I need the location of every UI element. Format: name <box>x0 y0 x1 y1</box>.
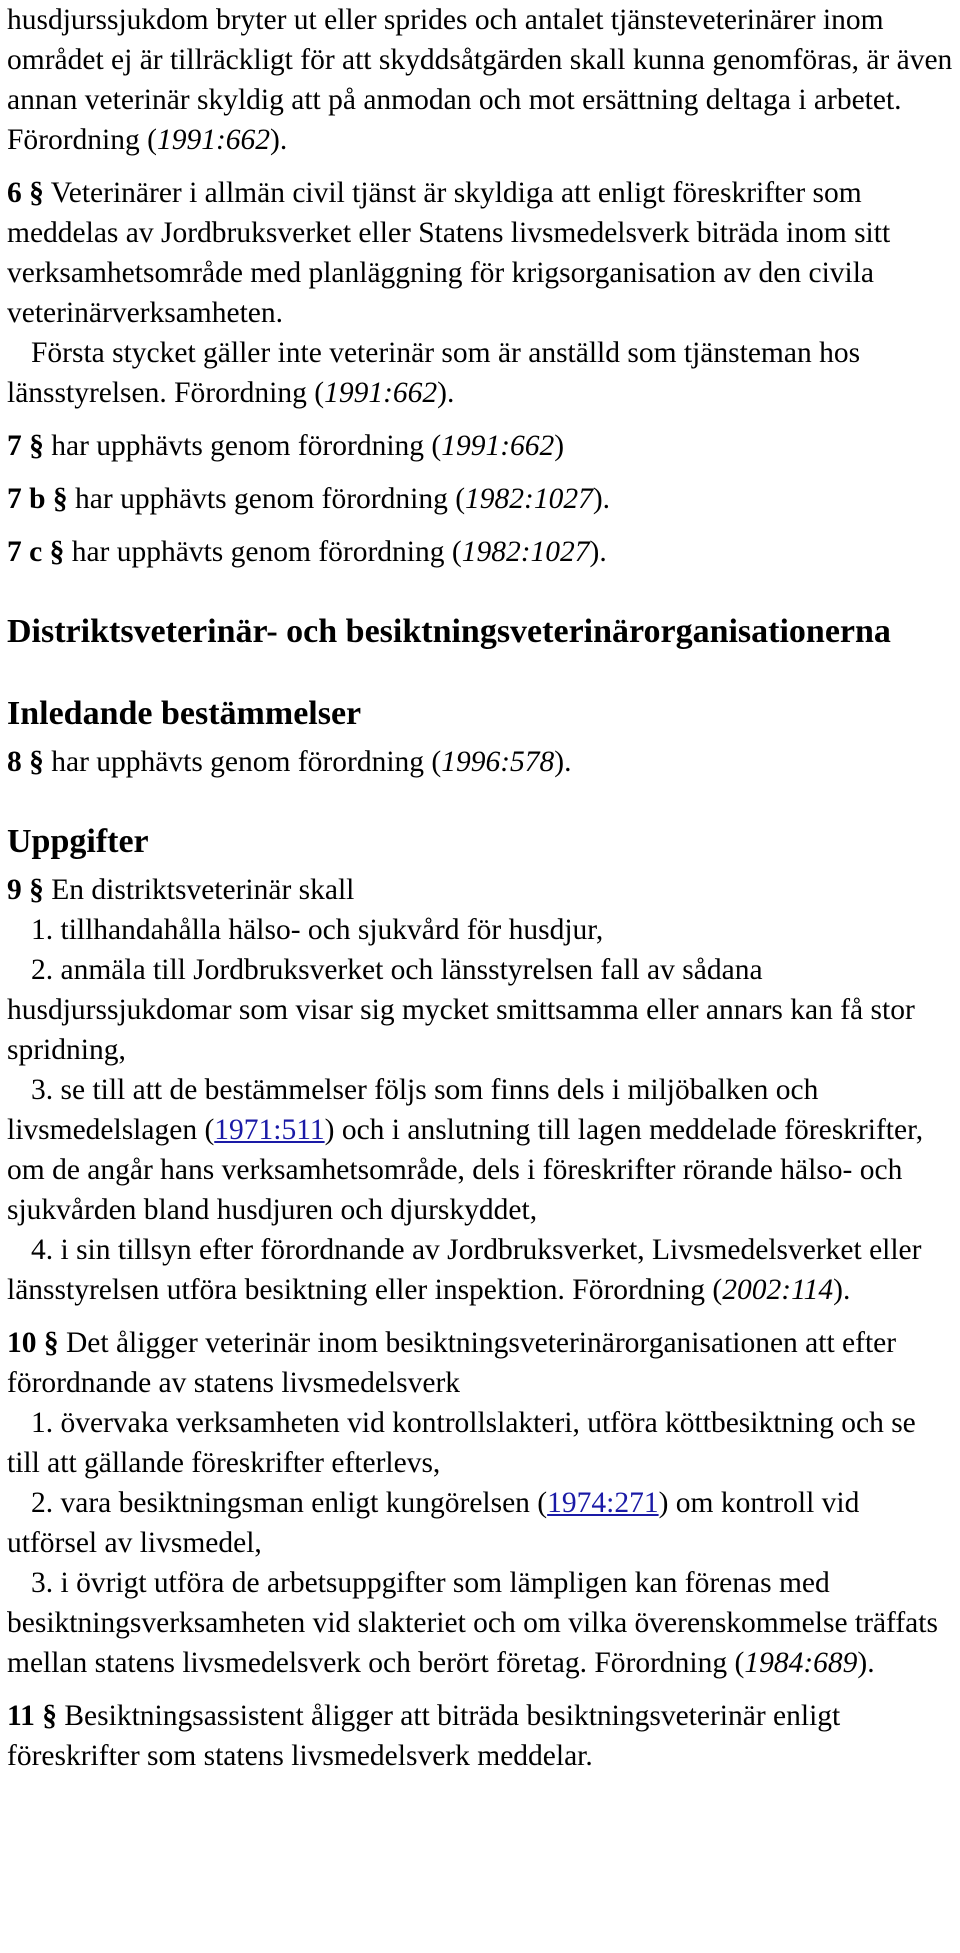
paragraph-text: Första stycket gäller inte veterinär som är anställd som tjänsteman hos länsstyrelsen. Förordning ( <box>7 337 861 409</box>
paragraph-continued <box>7 0 953 160</box>
section-number: 7 c § <box>7 536 65 568</box>
heading-inledande-bestammelser: Inledande bestämmelser <box>7 695 362 732</box>
statute-ref: 2002:114 <box>722 1274 834 1306</box>
section-number: 9 § <box>7 874 44 906</box>
section-text: har upphävts genom förordning ( <box>64 536 462 568</box>
statute-ref: 1984:689 <box>744 1647 858 1679</box>
section-9-item-2: 2. anmäla till Jordbruksverket och länsstyrelsen fall av sådana husdjurssjukdomar som visar sig mycket smittsamma eller annars kan få stor spridning, <box>7 954 915 1066</box>
link-1974-271[interactable]: 1974:271 <box>547 1487 659 1519</box>
statute-ref: 1991:662 <box>324 377 438 409</box>
item-text: 3. se till att de bestämmelser följs som finns dels i miljöbalken och livsmedelslagen ( <box>7 1074 819 1146</box>
section-9-item-4 <box>7 1230 953 1310</box>
section-text: Det åligger veterinär inom besiktningsveterinärorganisationen att efter förordnande av statens livsmedelsverk <box>7 1327 897 1399</box>
item-text-tail: ) och i anslutning till lagen meddelade föreskrifter, om de angår hans verksamhetsområde, dels i föreskrifter rörande hälso- och sjukvården bland husdjuren och djurskyddet, <box>7 1114 924 1226</box>
item-text: 4. i sin tillsyn efter förordnande av Jordbruksverket, Livsmedelsverket eller länsstyrelsen utföra besiktning eller inspektion. Förordning ( <box>7 1234 922 1306</box>
statute-ref: 1996:578 <box>441 746 555 778</box>
statute-ref: 1982:1027 <box>465 483 593 515</box>
section-6-paragraph-2 <box>7 333 953 413</box>
item-text: 3. i övrigt utföra de arbetsuppgifter som lämpligen kan förenas med besiktningsverksamheten vid slakteriet och om vilka överenskommelse träffats mellan statens livsmedelsverk och berört företag. Förordning ( <box>7 1567 938 1679</box>
heading-uppgifter: Uppgifter <box>7 823 149 860</box>
section-7b <box>7 479 953 519</box>
section-10-item-1: 1. övervaka verksamheten vid kontrollslakteri, utföra köttbesiktning och se till att gällande föreskrifter efterlevs, <box>7 1407 916 1479</box>
section-7c <box>7 532 953 572</box>
link-1971-511[interactable]: 1971:511 <box>214 1114 325 1146</box>
section-9 <box>7 870 953 910</box>
section-tail: ). <box>589 536 607 568</box>
item-text-tail: ) om kontroll vid utförsel av livsmedel, <box>7 1487 860 1559</box>
paragraph-text: husdjurssjukdom bryter ut eller sprides och antalet tjänsteveterinärer inom området ej är tillräckligt för att skyddsåtgärden skall kunna genomföras, är även annan veterinär skyldig att på anmodan och mot ersättning deltaga i arbetet. Förordning ( <box>7 4 953 156</box>
statute-ref: 1991:662 <box>156 124 271 156</box>
section-tail: ). <box>592 483 611 515</box>
item-tail: ). <box>833 1274 851 1306</box>
statute-ref: 1991:662 <box>441 430 555 462</box>
section-10-item-3 <box>7 1563 953 1683</box>
section-text: har upphävts genom förordning ( <box>67 483 466 515</box>
section-tail: ) <box>554 430 565 462</box>
section-number: 6 § <box>7 177 44 209</box>
section-text: har upphävts genom förordning ( <box>43 746 442 778</box>
statute-ref: 1982:1027 <box>461 536 590 568</box>
section-text: Veterinärer i allmän civil tjänst är skyldiga att enligt föreskrifter som meddelas av Jordbruksverket eller Statens livsmedelsverk biträda inom sitt verksamhetsområde med planläggning för krigsorganisation av den civila veterinärverksamheten. <box>7 177 891 329</box>
paragraph-tail: ). <box>437 377 455 409</box>
section-text: har upphävts genom förordning ( <box>43 430 442 462</box>
section-10-item-2 <box>7 1483 953 1563</box>
section-9-item-1: 1. tillhandahålla hälso- och sjukvård för husdjur, <box>31 914 604 946</box>
section-tail: ). <box>554 746 572 778</box>
item-text: 2. vara besiktningsman enligt kungörelsen ( <box>31 1487 548 1519</box>
section-10 <box>7 1323 953 1403</box>
section-number: 7 § <box>7 430 44 462</box>
section-8 <box>7 742 953 782</box>
section-number: 11 § <box>7 1700 57 1732</box>
section-11 <box>7 1696 953 1776</box>
paragraph-tail: ). <box>270 124 288 156</box>
section-7 <box>7 426 953 466</box>
section-number: 8 § <box>7 746 44 778</box>
section-text: En distriktsveterinär skall <box>43 874 355 906</box>
section-number: 7 b § <box>7 483 68 515</box>
section-6 <box>7 173 953 333</box>
section-9-item-3 <box>7 1070 953 1230</box>
section-number: 10 § <box>7 1327 59 1359</box>
section-text: Besiktningsassistent åligger att biträda besiktningsveterinär enligt föreskrifter som statens livsmedelsverk meddelar. <box>7 1700 841 1772</box>
item-tail: ). <box>857 1647 875 1679</box>
heading-organisations: Distriktsveterinär- och besiktningsveterinärorganisationerna <box>7 613 891 650</box>
